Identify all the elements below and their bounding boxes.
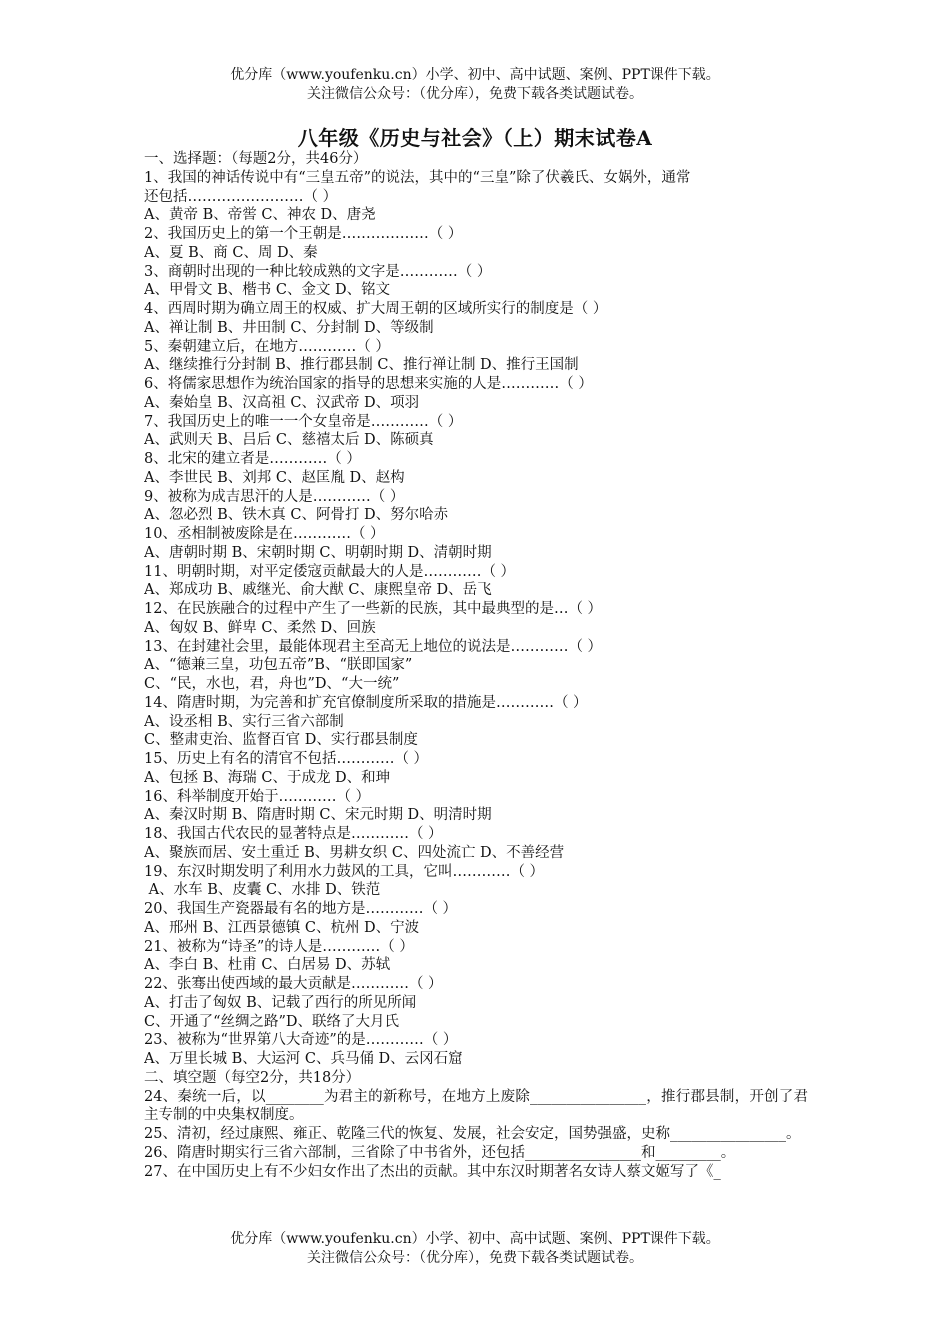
question-line: 11、明朝时期，对平定倭寇贡献最大的人是…………（ ） bbox=[144, 563, 516, 580]
fill-question-27: 27、在中国历史上有不少妇女作出了杰出的贡献。其中东汉时期著名女诗人蔡文姬写了《_ bbox=[144, 1163, 721, 1180]
options-line: A、水车 B、皮囊 C、水排 D、铁范 bbox=[144, 882, 381, 899]
question-line: 23、被称为“世界第八大奇迹”的是…………（ ） bbox=[144, 1032, 458, 1049]
options-line: C、“民，水也，君，舟也”D、“大一统” bbox=[144, 676, 400, 692]
question-line: 还包括……………………（ ） bbox=[144, 188, 338, 205]
question-line: 15、历史上有名的清官不包括…………（ ） bbox=[144, 751, 429, 767]
header-line-2: 关注微信公众号：（优分库），免费下载各类试题试卷。 bbox=[307, 86, 643, 102]
options-line: A、设丞相 B、实行三省六部制 bbox=[144, 713, 344, 730]
question-line: 2、我国历史上的第一个王朝是………………（ ） bbox=[144, 226, 463, 242]
question-line: 14、隋唐时期，为完善和扩充官僚制度所采取的措施是…………（ ） bbox=[144, 694, 588, 711]
options-line: A、匈奴 B、鲜卑 C、柔然 D、回族 bbox=[144, 619, 376, 636]
section-heading-choice: 一、选择题：（每题2分，共46分） bbox=[144, 151, 368, 167]
page-header bbox=[0, 66, 950, 104]
options-line: A、李世民 B、刘邦 C、赵匡胤 D、赵构 bbox=[144, 469, 405, 486]
question-line: 12、在民族融合的过程中产生了一些新的民族，其中最典型的是…（ ） bbox=[144, 601, 603, 617]
options-line: C、开通了“丝绸之路”D、联络了大月氏 bbox=[144, 1013, 400, 1030]
question-line: 13、在封建社会里，最能体现君主至高无上地位的说法是…………（ ） bbox=[144, 638, 603, 655]
question-line: 1、我国的神话传说中有“三皇五帝”的说法，其中的“三皇”除了伏羲氏、女娲外，通常 bbox=[144, 169, 691, 186]
question-line: 8、北宋的建立者是…………（ ） bbox=[144, 451, 361, 467]
question-line: 22、张骞出使西域的最大贡献是…………（ ） bbox=[144, 976, 443, 992]
options-line: A、郑成功 B、戚继光、俞大猷 C、康熙皇帝 D、岳飞 bbox=[144, 582, 492, 599]
question-line: 19、东汉时期发明了利用水力鼓风的工具，它叫…………（ ） bbox=[144, 863, 545, 880]
page-footer bbox=[0, 1230, 950, 1268]
header-line-1: 优分库（www.youfenku.cn）小学、初中、高中试题、案例、PPT课件下载。 bbox=[230, 67, 720, 83]
question-line: 10、丞相制被废除是在…………（ ） bbox=[144, 526, 385, 542]
section-heading-fill: 二、填空题（每空2分，共18分） bbox=[144, 1069, 361, 1086]
options-line: A、秦汉时期 B、隋唐时期 C、宋元时期 D、明清时期 bbox=[144, 807, 492, 824]
footer-line-1: 优分库（www.youfenku.cn）小学、初中、高中试题、案例、PPT课件下载。 bbox=[230, 1231, 720, 1247]
options-line: A、夏 B、商 C、周 D、秦 bbox=[144, 244, 318, 261]
options-line: A、武则天 B、吕后 C、慈禧太后 D、陈硕真 bbox=[144, 432, 434, 449]
question-line: 5、秦朝建立后，在地方…………（ ） bbox=[144, 338, 390, 355]
options-line: A、打击了匈奴 B、记载了西行的所见所闻 bbox=[144, 994, 417, 1011]
options-line: A、聚族而居、安土重迁 B、男耕女织 C、四处流亡 D、不善经营 bbox=[144, 844, 565, 861]
options-line: A、继续推行分封制 B、推行郡县制 C、推行禅让制 D、推行王国制 bbox=[144, 357, 579, 374]
question-line: 21、被称为“诗圣”的诗人是…………（ ） bbox=[144, 938, 414, 955]
options-line: A、忽必烈 B、铁木真 C、阿骨打 D、努尔哈赤 bbox=[144, 507, 449, 524]
question-line: 16、科举制度开始于…………（ ） bbox=[144, 788, 371, 805]
options-line: A、禅让制 B、井田制 C、分封制 D、等级制 bbox=[144, 319, 434, 336]
exam-content bbox=[144, 150, 808, 1181]
options-line: A、李白 B、杜甫 C、白居易 D、苏轼 bbox=[144, 957, 391, 974]
question-line: 6、将儒家思想作为统治国家的指导的思想来实施的人是…………（ ） bbox=[144, 376, 593, 392]
fill-question-24: 24、秦统一后，以________为君主的新称号，在地方上废除________________，推行郡县制，开创了君主专制的中央集权制度。 bbox=[144, 1088, 808, 1124]
question-line: 4、西周时期为确立周王的权威、扩大周王朝的区域所实行的制度是（ ） bbox=[144, 301, 608, 317]
question-line: 7、我国历史上的唯一一个女皇帝是…………（ ） bbox=[144, 413, 463, 430]
options-line: A、包拯 B、海瑞 C、于成龙 D、和珅 bbox=[144, 769, 391, 786]
question-line: 18、我国古代农民的显著特点是…………（ ） bbox=[144, 826, 443, 842]
options-line: A、唐朝时期 B、宋朝时期 C、明朝时期 D、清朝时期 bbox=[144, 544, 492, 561]
options-line: A、黄帝 B、帝喾 C、神农 D、唐尧 bbox=[144, 207, 376, 224]
exam-title: 八年级《历史与社会》（上）期末试卷A bbox=[297, 126, 653, 150]
options-line: A、秦始皇 B、汉高祖 C、汉武帝 D、项羽 bbox=[144, 394, 420, 411]
options-line: A、“德兼三皇，功包五帝”B、“朕即国家” bbox=[144, 657, 413, 674]
options-line: C、整肃吏治、监督百官 D、实行郡县制度 bbox=[144, 732, 418, 749]
question-line: 20、我国生产瓷器最有名的地方是…………（ ） bbox=[144, 901, 458, 917]
options-line: A、甲骨文 B、楷书 C、金文 D、铭文 bbox=[144, 282, 391, 299]
options-line: A、邢州 B、江西景德镇 C、杭州 D、宁波 bbox=[144, 919, 420, 936]
fill-question-26: 26、隋唐时期实行三省六部制，三省除了中书省外，还包括________________和_________。 bbox=[144, 1144, 736, 1161]
fill-question-25: 25、清初，经过康熙、雍正、乾隆三代的恢复、发展，社会安定，国势强盛，史称________________。 bbox=[144, 1126, 801, 1142]
question-line: 3、商朝时出现的一种比较成熟的文字是…………（ ） bbox=[144, 263, 492, 280]
options-line: A、万里长城 B、大运河 C、兵马俑 D、云冈石窟 bbox=[144, 1051, 463, 1067]
question-line: 9、被称为成吉思汗的人是…………（ ） bbox=[144, 488, 405, 505]
footer-line-2: 关注微信公众号：（优分库），免费下载各类试题试卷。 bbox=[307, 1250, 643, 1266]
